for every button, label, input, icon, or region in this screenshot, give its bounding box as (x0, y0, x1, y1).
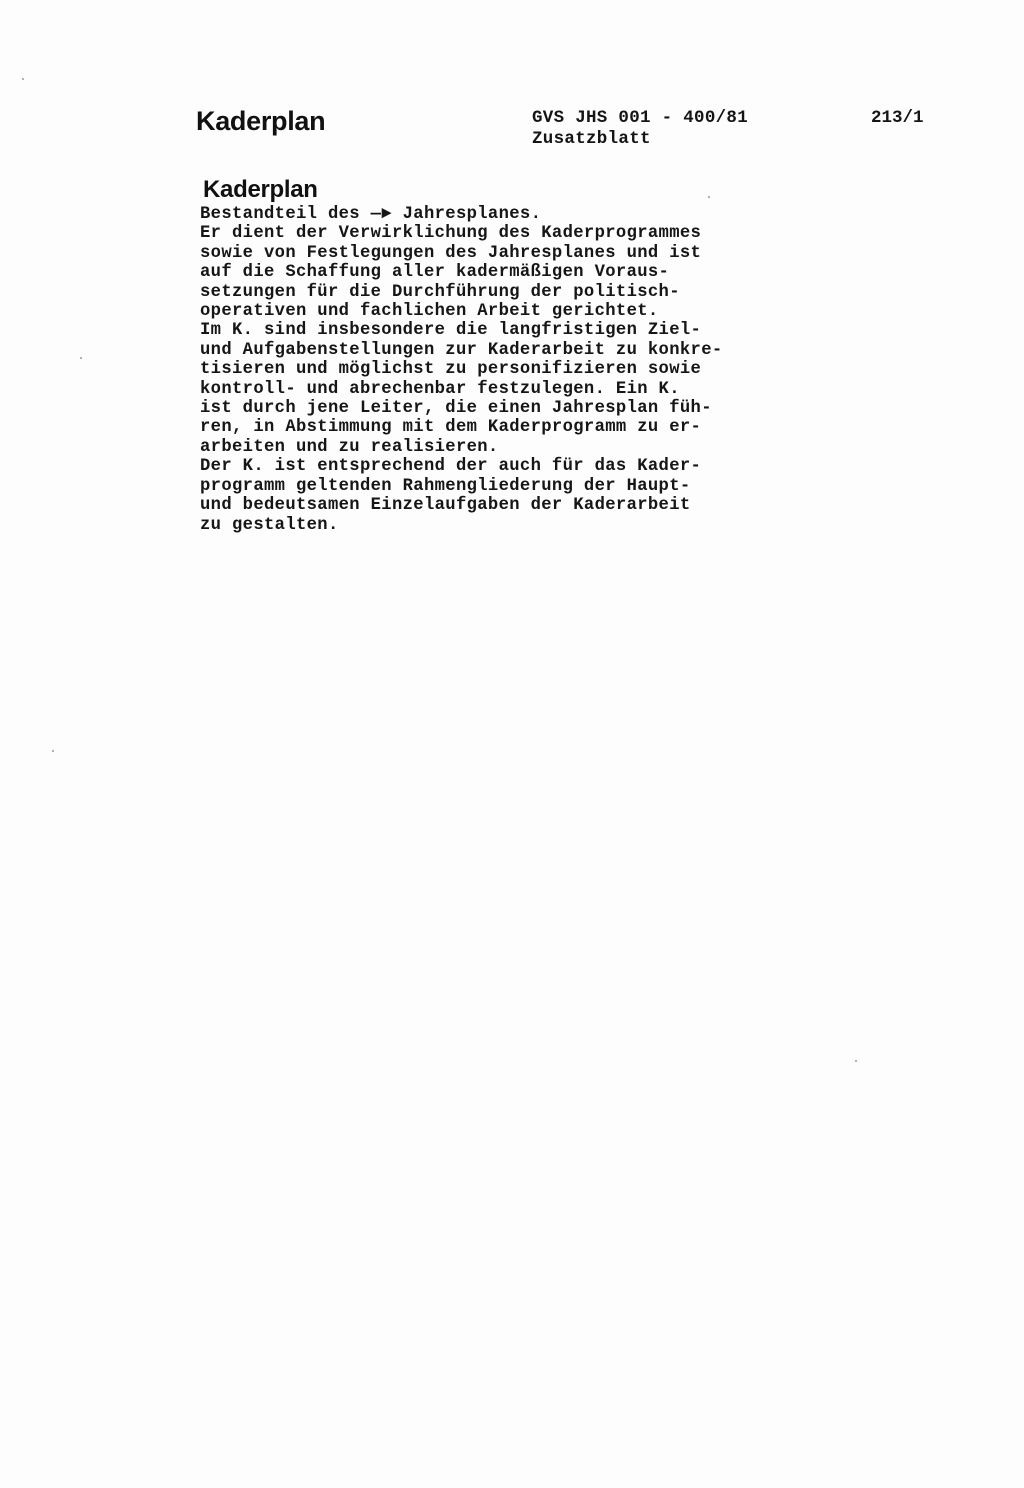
body-line: kontroll- und abrechenbar festzulegen. Ein K. (200, 379, 680, 399)
body-line: und Aufgabenstellungen zur Kaderarbeit zu konkre- (200, 340, 723, 360)
document-reference (532, 108, 748, 150)
reference-subtitle: Zusatzblatt (532, 129, 651, 149)
scan-speck (80, 357, 82, 359)
body-line: Der K. ist entsprechend der auch für das Kader- (200, 457, 702, 477)
body-line: ren, in Abstimmung mit dem Kaderprogramm zu er- (200, 418, 702, 438)
reference-number: GVS JHS 001 - 400/81 (532, 108, 749, 128)
body-line: Er dient der Verwirklichung des Kaderprogrammes (200, 224, 702, 244)
body-line: operativen und fachlichen Arbeit gerichtet. (200, 302, 659, 322)
body-line: setzungen für die Durchführung der politisch- (200, 282, 680, 302)
body-line: arbeiten und zu realisieren. (200, 437, 499, 457)
scan-speck (708, 196, 710, 198)
body-line: Im K. sind insbesondere die langfristigen Ziel- (200, 321, 702, 341)
entry-body (200, 205, 800, 535)
body-line: zu gestalten. (200, 515, 339, 535)
body-line: programm geltenden Rahmengliederung der Haupt- (200, 476, 691, 496)
body-line: Bestandteil des —► Jahresplanes. (200, 205, 542, 224)
header-keyword: Kaderplan (196, 106, 326, 136)
body-line: ist durch jene Leiter, die einen Jahresplan füh- (200, 399, 712, 419)
scan-speck (855, 1060, 857, 1062)
body-line: auf die Schaffung aller kadermäßigen Voraus- (200, 263, 670, 283)
body-line: sowie von Festlegungen des Jahresplanes und ist (200, 243, 702, 263)
scan-speck (22, 78, 24, 80)
body-line: und bedeutsamen Einzelaufgaben der Kaderarbeit (200, 496, 691, 516)
entry-title: Kaderplan (203, 176, 318, 203)
body-line: tisieren und möglichst zu personifizieren sowie (200, 360, 702, 380)
page-number: 213/1 (871, 108, 924, 128)
scan-speck (52, 750, 54, 752)
